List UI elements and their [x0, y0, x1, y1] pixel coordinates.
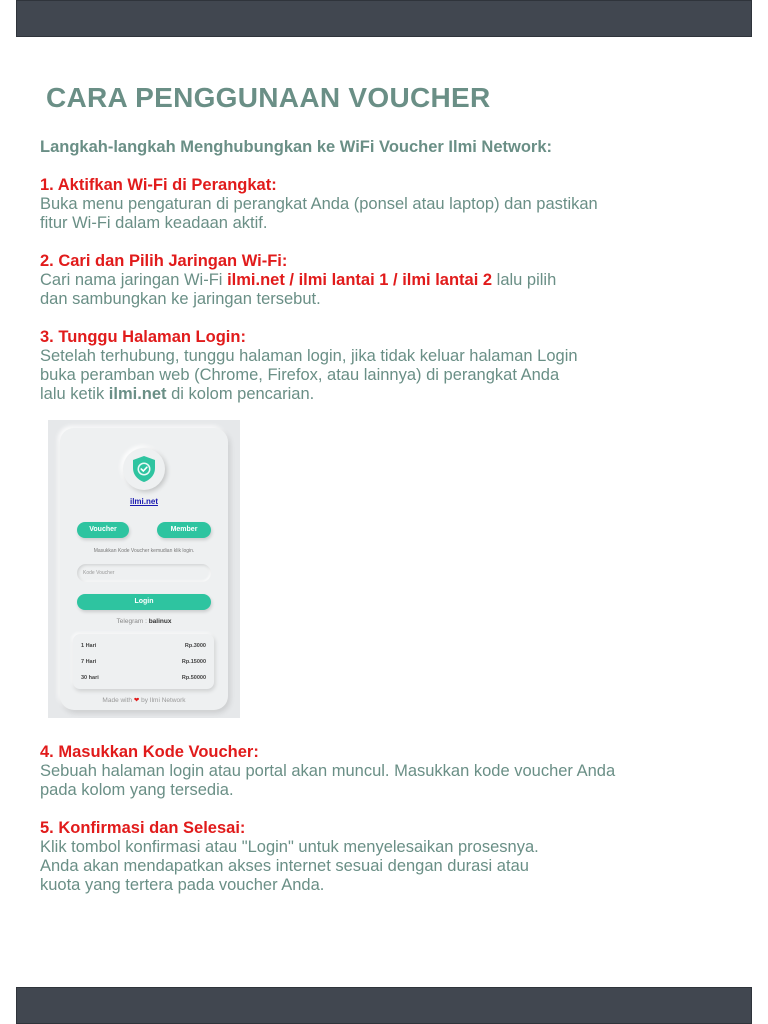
step-heading: 1. Aktifkan Wi-Fi di Perangkat: [40, 176, 277, 194]
step-heading: 3. Tunggu Halaman Login: [40, 328, 246, 346]
login-card [60, 428, 228, 710]
step-text: fitur Wi-Fi dalam keadaan aktif. [40, 214, 268, 232]
voucher-tab: Voucher [77, 522, 129, 538]
step-text: Klik tombol konfirmasi atau "Login" untuk menyelesaikan prosesnya. [40, 838, 539, 856]
step-3 [40, 328, 740, 404]
step-4 [40, 743, 740, 800]
login-page-screenshot [48, 420, 240, 718]
step-text: lalu ketik ilmi.net di kolom pencarian. [40, 385, 315, 403]
page-title: CARA PENGGUNAAN VOUCHER [46, 82, 491, 113]
top-bar [16, 0, 752, 37]
footer-credit: Made with ❤ by Ilmi Network [102, 697, 186, 704]
step-5 [40, 819, 740, 895]
step-text: Anda akan mendapatkan akses internet sesuai dengan durasi atau [40, 857, 529, 875]
step-text: kuota yang tertera pada voucher Anda. [40, 876, 325, 894]
price-row: 7 Hari Rp.15000 [81, 659, 206, 665]
brand-link: ilmi.net [129, 497, 158, 506]
member-tab: Member [157, 522, 211, 538]
step-text: Buka menu pengaturan di perangkat Anda (ponsel atau laptop) dan pastikan [40, 195, 598, 213]
bottom-bar [16, 987, 752, 1024]
step-text: buka peramban web (Chrome, Firefox, atau lainnya) di perangkat Anda [40, 366, 560, 384]
step-1 [40, 176, 740, 233]
price-list [73, 634, 214, 689]
heart-icon: ❤ [133, 697, 140, 704]
price-row: 1 Hari Rp.3000 [81, 643, 206, 649]
network-names: ilmi.net / ilmi lantai 1 / ilmi lantai 2 [227, 271, 493, 289]
shield-logo [123, 448, 165, 490]
step-text: Sebuah halaman login atau portal akan muncul. Masukkan kode voucher Anda [40, 762, 616, 780]
shield-check-icon [131, 455, 157, 483]
page-subtitle: Langkah-langkah Menghubungkan ke WiFi Voucher Ilmi Network: [40, 138, 553, 156]
step-heading: 2. Cari dan Pilih Jaringan Wi-Fi: [40, 252, 288, 270]
step-2 [40, 252, 740, 309]
step-heading: 5. Konfirmasi dan Selesai: [40, 819, 246, 837]
telegram-info: Telegram : balinux [116, 618, 172, 625]
step-heading: 4. Masukkan Kode Voucher: [40, 743, 259, 761]
login-hint: Masukkan Kode Voucher kemudian klik login. [93, 548, 195, 554]
step-text: Setelah terhubung, tunggu halaman login, jika tidak keluar halaman Login [40, 347, 578, 365]
url-text: ilmi.net [108, 385, 167, 403]
step-text: Cari nama jaringan Wi-Fi ilmi.net / ilmi lantai 1 / ilmi lantai 2 lalu pilih [40, 271, 557, 289]
price-row: 30 hari Rp.50000 [81, 675, 206, 681]
login-button: Login [77, 594, 211, 610]
step-text: pada kolom yang tersedia. [40, 781, 234, 799]
step-text: dan sambungkan ke jaringan tersebut. [40, 290, 321, 308]
voucher-code-field: Kode Voucher [77, 564, 211, 582]
